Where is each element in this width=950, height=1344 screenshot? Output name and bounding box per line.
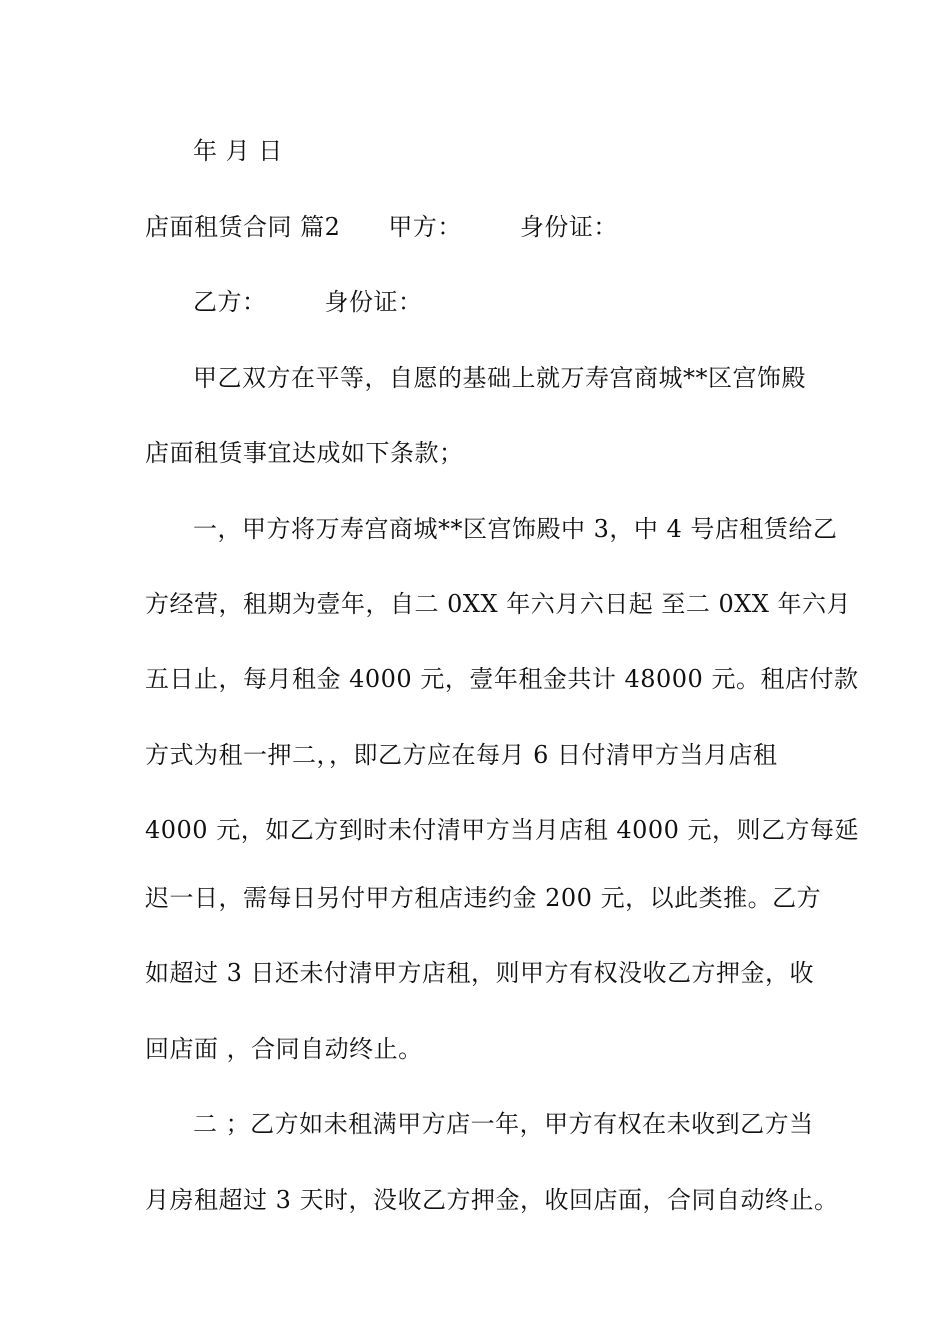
contract-heading-line <box>145 212 825 242</box>
paragraph-line: 五日止，每月租金 4000 元，壹年租金共计 48000 元。租店付款 <box>145 665 859 693</box>
paragraph-line: 方式为租一押二，，即乙方应在每月 6 日付清甲方当月店租 <box>145 741 778 769</box>
party-b-label: 乙方： <box>193 288 267 316</box>
party-a-id-label: 身份证： <box>519 213 618 241</box>
paragraph-line: 如超过 3 日还未付清甲方店租，则甲方有权没收乙方押金，收 <box>145 959 815 987</box>
paragraph-line: 迟一日，需每日另付甲方租店违约金 200 元，以此类推。乙方 <box>145 884 822 912</box>
party-b-id-label: 身份证： <box>324 288 423 316</box>
paragraph-line: 月房租超过 3 天时，没收乙方押金，收回店面，合同自动终止。 <box>145 1186 839 1214</box>
party-a-label: 甲方： <box>388 213 462 241</box>
contract-title: 店面租赁合同 篇2 <box>145 213 341 241</box>
paragraph-line: 二 ；乙方如未租满甲方店一年，甲方有权在未收到乙方当 <box>193 1110 814 1138</box>
date-line: 年 月 日 <box>193 137 283 165</box>
party-b-line <box>193 287 833 317</box>
paragraph-line: 回店面 ，合同自动终止。 <box>145 1035 423 1063</box>
paragraph-line: 一，甲方将万寿宫商城**区宫饰殿中 3，中 4 号店租赁给乙 <box>193 515 838 543</box>
paragraph-line: 店面租赁事宜达成如下条款； <box>145 439 464 467</box>
paragraph-line: 方经营，租期为壹年，自二 0XX 年六月六日起 至二 0XX 年六月 <box>145 590 852 618</box>
paragraph-line: 4000 元，如乙方到时未付清甲方当月店租 4000 元，则乙方每延 <box>145 816 860 844</box>
paragraph-line: 甲乙双方在平等，自愿的基础上就万寿宫商城**区宫饰殿 <box>193 364 806 392</box>
